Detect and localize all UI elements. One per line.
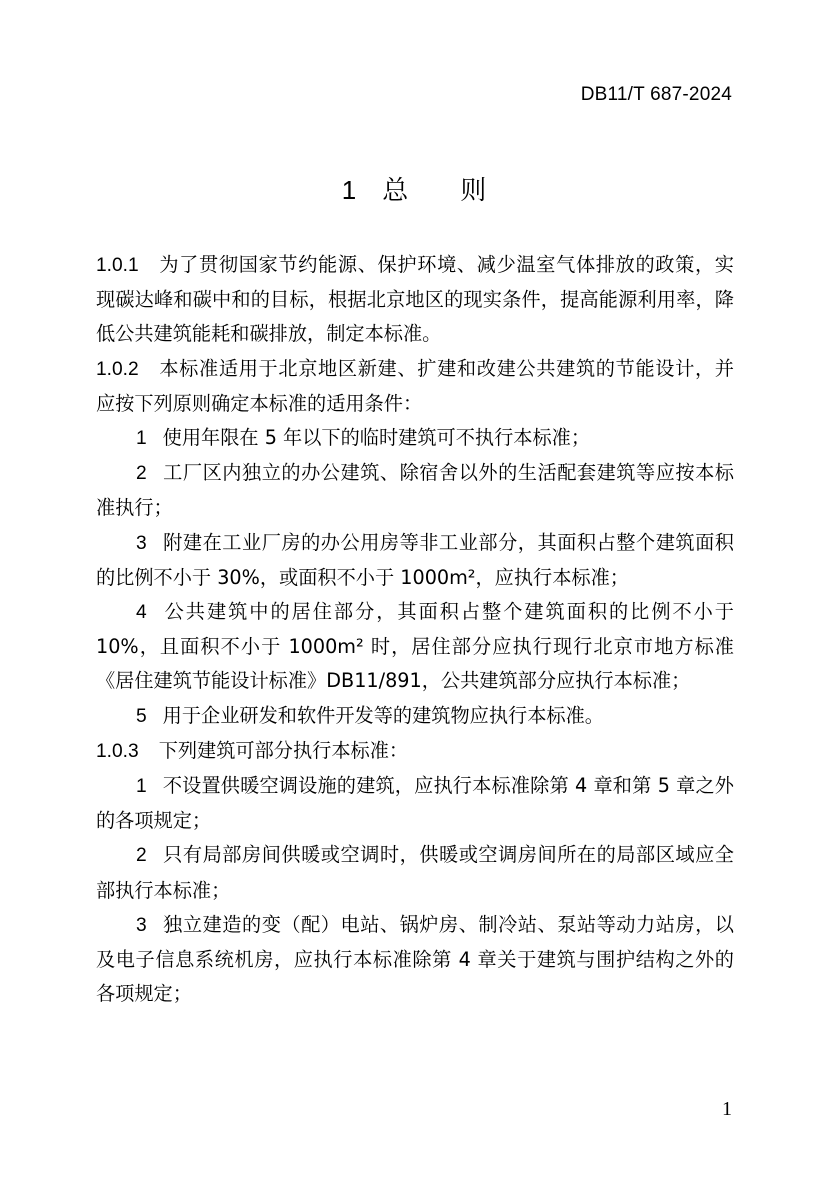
item-number: 4 [136, 602, 147, 624]
clause-text: 本标准适用于北京地区新建、扩建和改建公共建筑的节能设计，并应按下列原则确定本标准的适用条件： [96, 356, 734, 415]
list-item [96, 526, 734, 595]
page-number: 1 [722, 1098, 732, 1120]
list-item [96, 421, 734, 456]
chapter-title-part2: 则 [460, 176, 487, 206]
item-text: 使用年限在 5 年以下的临时建筑可不执行本标准； [162, 426, 591, 450]
standard-code: DB11/T 687-2024 [580, 84, 732, 105]
document-body [96, 248, 734, 1011]
clause-number: 1.0.2 [96, 358, 139, 380]
item-number: 1 [136, 776, 147, 798]
list-item [96, 595, 734, 699]
item-number: 3 [136, 914, 147, 936]
list-item [96, 838, 734, 907]
chapter-heading [0, 170, 828, 207]
item-text: 独立建造的变（配）电站、锅炉房、制冷站、泵站等动力站房，以及电子信息系统机房，应执行本标准除第 4 章关于建筑与围护结构之外的各项规定； [96, 912, 734, 1006]
item-text: 附建在工业厂房的办公用房等非工业部分，其面积占整个建筑面积的比例不小于 30%，或面积不小于 1000m²，应执行本标准； [96, 530, 734, 589]
clause-1-0-2 [96, 352, 734, 421]
list-item [96, 699, 734, 734]
item-number: 5 [136, 705, 147, 727]
item-number: 2 [136, 463, 147, 485]
item-number: 1 [136, 428, 147, 450]
clause-text: 下列建筑可部分执行本标准： [158, 738, 409, 762]
item-text: 工厂区内独立的办公建筑、除宿舍以外的生活配套建筑等应按本标准执行； [96, 461, 734, 520]
item-number: 2 [136, 845, 147, 867]
clause-1-0-1 [96, 248, 734, 352]
list-item [96, 456, 734, 525]
list-item [96, 908, 734, 1012]
list-item [96, 769, 734, 838]
item-text: 公共建筑中的居住部分，其面积占整个建筑面积的比例不小于 10%，且面积不小于 1000m² 时，居住部分应执行现行北京市地方标准《居住建筑节能设计标准》DB11/891，公共建筑部分应执行本标准； [96, 600, 734, 693]
item-text: 只有局部房间供暖或空调时，供暖或空调房间所在的局部区域应全部执行本标准； [96, 843, 734, 902]
item-text: 用于企业研发和软件开发等的建筑物应执行本标准。 [162, 703, 604, 727]
clause-1-0-3 [96, 734, 734, 769]
clause-text: 为了贯彻国家节约能源、保护环境、减少温室气体排放的政策，实现碳达峰和碳中和的目标，根据北京地区的现实条件，提高能源利用率，降低公共建筑能耗和碳排放，制定本标准。 [96, 253, 734, 346]
chapter-title-part1: 总 [382, 176, 409, 206]
clause-number: 1.0.1 [96, 255, 139, 276]
item-text: 不设置供暖空调设施的建筑，应执行本标准除第 4 章和第 5 章之外的各项规定； [96, 774, 734, 833]
clause-number: 1.0.3 [96, 740, 139, 762]
chapter-number: 1 [341, 175, 357, 205]
item-number: 3 [136, 532, 147, 554]
